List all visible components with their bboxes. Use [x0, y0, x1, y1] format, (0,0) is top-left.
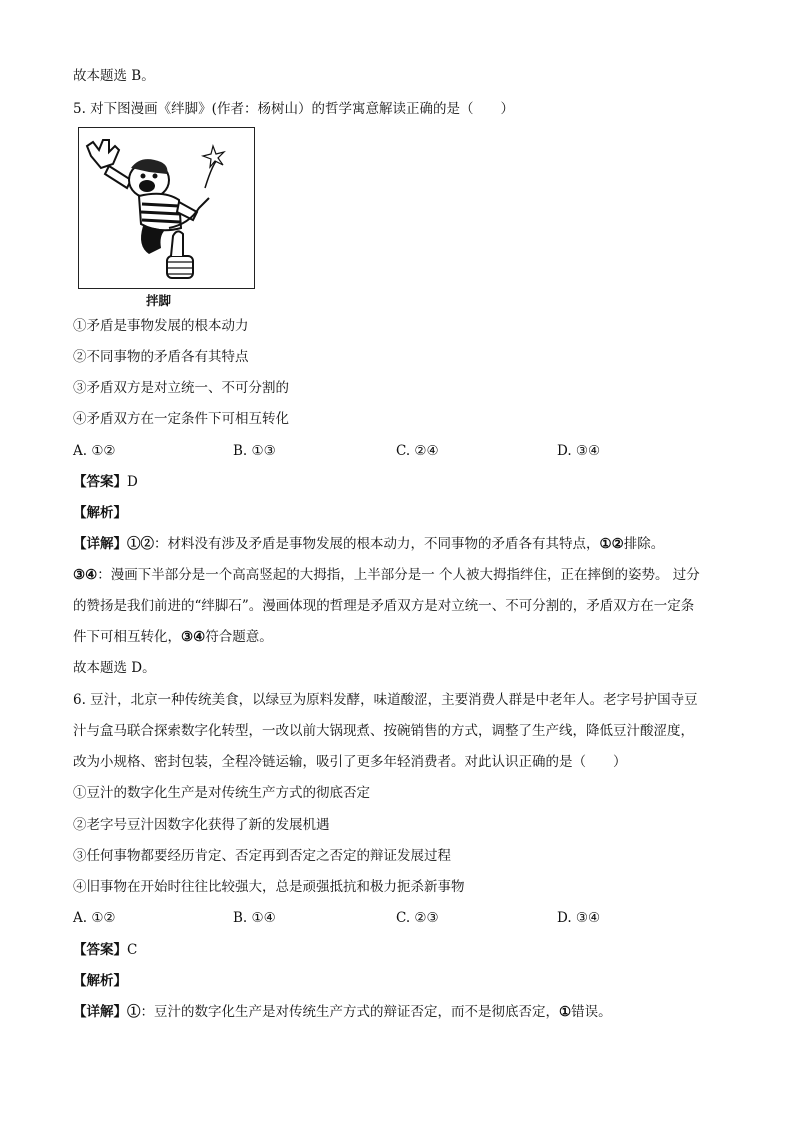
answer-value: D: [127, 474, 138, 490]
question-6-stem-1: 6. 豆汁，北京一种传统美食，以绿豆为原料发酵，味道酸涩，主要消费人群是中老年人。老字号护国寺豆: [73, 692, 698, 708]
q5-analysis-tag: 【解析】: [73, 505, 127, 521]
explanation-tag: 【详解】: [73, 1004, 127, 1020]
question-6-stem-3: 改为小规格、密封包装，全程冷链运输，吸引了更多年轻消费者。对此认识正确的是（ ）: [73, 754, 627, 770]
answer-tag: 【答案】: [73, 942, 127, 958]
figure-caption: 拌脚: [146, 293, 172, 308]
q6-option-b: B. ①④: [233, 910, 276, 926]
cartoon-illustration: [78, 127, 255, 289]
q5-statement-2: ②不同事物的矛盾各有其特点: [73, 349, 249, 365]
q5-explanation-2: [73, 565, 700, 585]
q5-option-c: C. ②④: [396, 443, 439, 459]
q6-statement-4: ④旧事物在开始时往往比较强大，总是顽强抵抗和极力扼杀新事物: [73, 879, 465, 895]
q6-option-a: A. ①②: [73, 910, 116, 926]
explanation-text: 错误。: [571, 1004, 612, 1020]
explanation-text: 符合题意。: [205, 629, 273, 645]
option-ref: ③④: [181, 629, 206, 645]
explanation-text: ：材料没有涉及矛盾是事物发展的根本动力，不同事物的矛盾各有其特点，: [154, 536, 600, 552]
q5-option-a: A. ①②: [73, 443, 116, 459]
answer-value: C: [127, 942, 138, 958]
q6-option-d: D. ③④: [557, 910, 601, 926]
q6-analysis-tag: 【解析】: [73, 973, 127, 989]
option-ref: ①②: [599, 536, 624, 552]
q6-answer: [73, 940, 137, 960]
q6-option-c: C. ②③: [396, 910, 439, 926]
explanation-text: 排除。: [623, 536, 665, 552]
q5-option-b: B. ①③: [233, 443, 276, 459]
q5-conclusion: 故本题选 D。: [73, 660, 156, 676]
explanation-text: 件下可相互转化，: [73, 629, 181, 645]
q5-explanation-3: 的赞扬是我们前进的“绊脚石”。漫画体现的哲理是矛盾双方是对立统一、不可分割的，矛盾双方在一定条: [73, 598, 695, 614]
q5-explanation-1: [73, 534, 664, 554]
q6-statement-1: ①豆汁的数字化生产是对传统生产方式的彻底否定: [73, 785, 370, 801]
answer-tag: 【答案】: [73, 474, 127, 490]
q6-explanation-1: [73, 1002, 612, 1022]
option-ref: ③④: [73, 567, 98, 583]
option-ref: ①: [127, 1004, 141, 1020]
explanation-text: ：漫画下半部分是一个高高竖起的大拇指，上半部分是一 个人被大拇指绊住，正在摔倒的姿势。 过分: [97, 567, 700, 583]
explanation-tag: 【详解】: [73, 536, 127, 552]
explanation-text: ：豆汁的数字化生产是对传统生产方式的辩证否定，而不是彻底否定，: [140, 1004, 559, 1020]
question-6-stem-2: 汁与盒马联合探索数字化转型，一改以前大锅现煮、按碗销售的方式，调整了生产线，降低豆汁酸涩度，: [73, 723, 694, 739]
tripping-man-cartoon-icon: [79, 128, 253, 287]
q6-statement-2: ②老字号豆汁因数字化获得了新的发展机遇: [73, 817, 330, 833]
option-ref: ①: [559, 1004, 572, 1020]
q5-answer: [73, 472, 138, 492]
q5-statement-4: ④矛盾双方在一定条件下可相互转化: [73, 411, 289, 427]
q5-option-d: D. ③④: [557, 443, 601, 459]
q5-statement-3: ③矛盾双方是对立统一、不可分割的: [73, 380, 289, 396]
question-5-stem: 5. 对下图漫画《绊脚》(作者：杨树山）的哲学寓意解读正确的是（ ）: [73, 101, 514, 117]
option-ref: ①②: [127, 536, 154, 552]
q5-explanation-4: [73, 627, 273, 647]
answer-line: 故本题选 B。: [73, 68, 155, 84]
q5-statement-1: ①矛盾是事物发展的根本动力: [73, 318, 249, 334]
q6-statement-3: ③任何事物都要经历肯定、否定再到否定之否定的辩证发展过程: [73, 848, 451, 864]
